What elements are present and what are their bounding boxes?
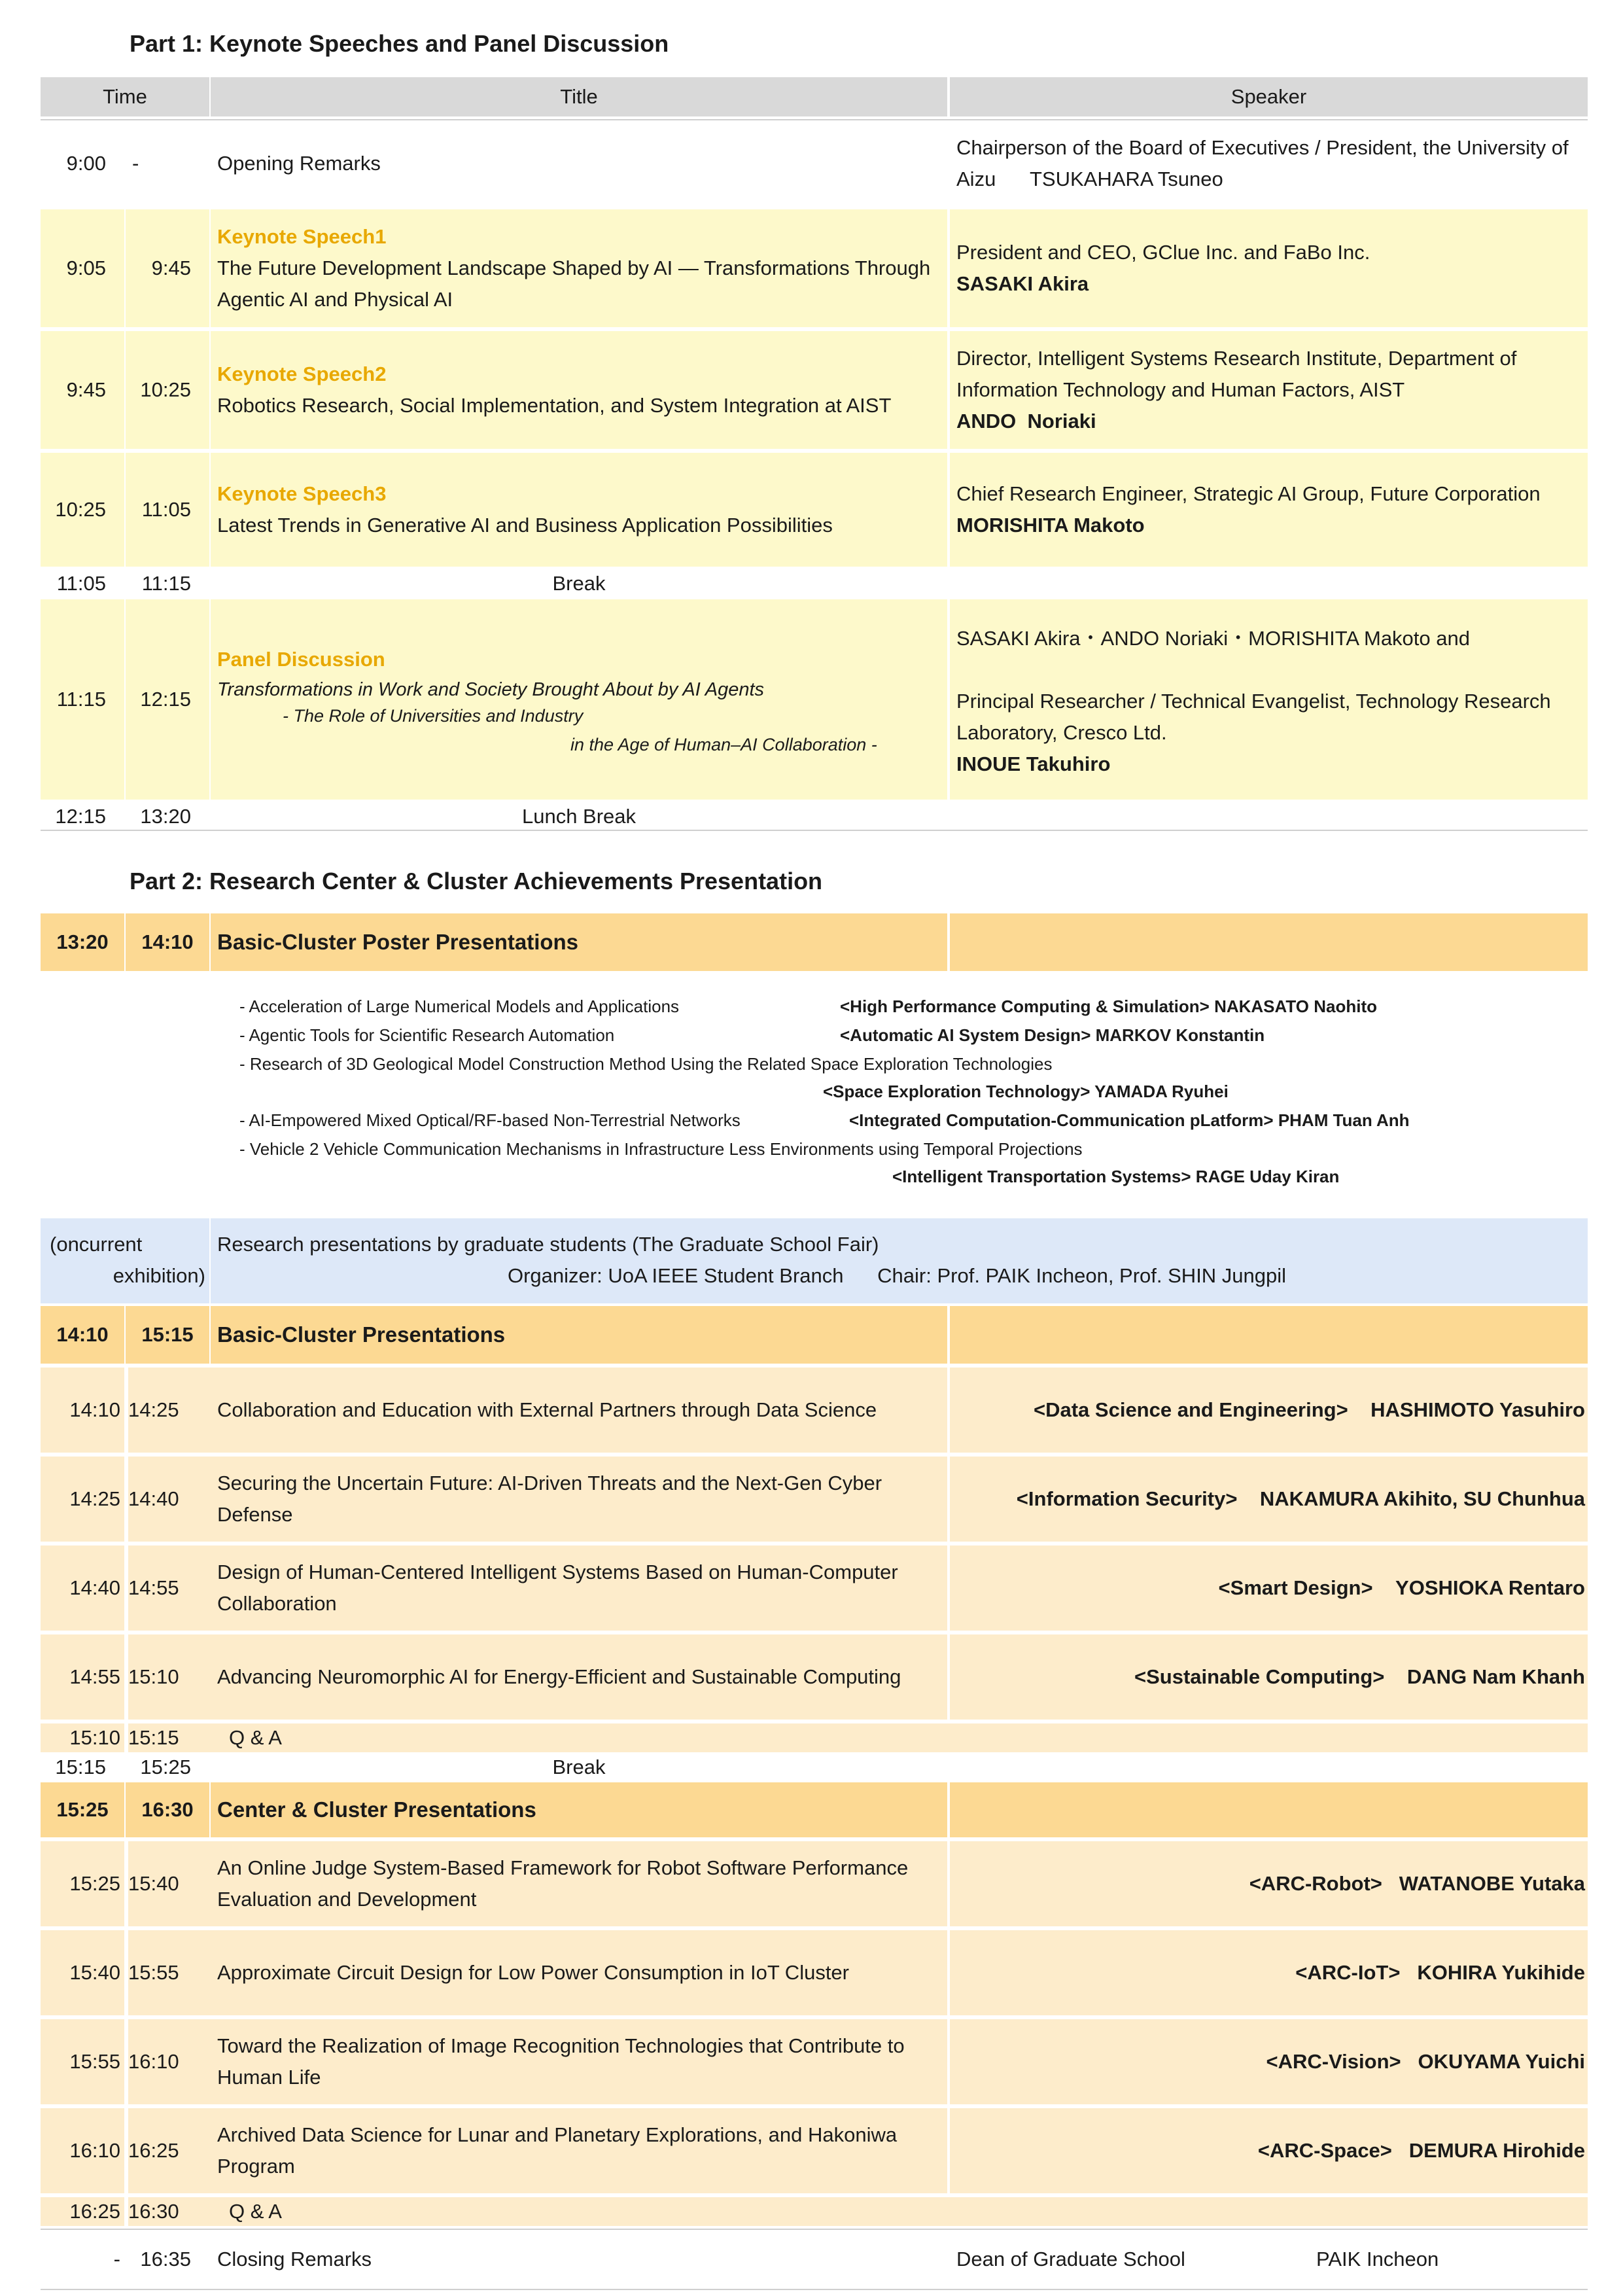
concurrent-description: Research presentations by graduate students (The Graduate School Fair) Organizer: UoA IEEE Student Branch Chair: Prof. PAIK Incheon, Prof. SHIN Jungpil (211, 1218, 1588, 1303)
panel-label: Panel Discussion (217, 648, 385, 671)
keynote-label: Keynote Speech1 (217, 225, 387, 248)
speaker-name: PAIK Incheon (1316, 2248, 1439, 2270)
time-start: 15:40 (41, 1930, 124, 2015)
session-title: Archived Data Science for Lunar and Planetary Explorations, and Hakoniwa Program (211, 2108, 947, 2193)
time-start: 11:15 (41, 599, 124, 800)
keynote-label: Keynote Speech3 (217, 482, 387, 505)
table-row (41, 2108, 1588, 2193)
session-title: Collaboration and Education with External Partners through Data Science (211, 1368, 947, 1453)
time-end: 15:15 (128, 1723, 212, 1752)
session-title: Opening Remarks (211, 120, 947, 207)
time-end: 16:30 (126, 1782, 209, 1837)
speaker-affiliation: Director, Intelligent Systems Research Institute, Department of (956, 347, 1517, 370)
table-row (41, 2019, 1588, 2104)
time-start: 14:10 (41, 1368, 124, 1453)
time-end: 15:15 (126, 1306, 209, 1364)
column-title: Title (211, 77, 947, 116)
speaker: <ARC-Space> DEMURA Hirohide (950, 2108, 1588, 2193)
speaker: <Data Science and Engineering> HASHIMOTO Yasuhiro (950, 1368, 1588, 1453)
speaker-name: SASAKI Akira (956, 272, 1089, 295)
column-time: Time (41, 77, 209, 116)
speaker: <ARC-IoT> KOHIRA Yukihide (950, 1930, 1588, 2015)
time-start: 15:25 (41, 1841, 124, 1926)
table-row-qa (41, 1723, 1588, 1752)
table-row (41, 1841, 1588, 1926)
time-end: 14:55 (128, 1545, 212, 1631)
session-title (211, 209, 947, 327)
time-start: 15:55 (41, 2019, 124, 2104)
time-start: 9:05 (41, 209, 124, 327)
speaker: <Information Security> NAKAMURA Akihito, SU Chunhua (950, 1457, 1588, 1542)
section-concurrent (41, 1218, 1588, 1303)
table-row-keynote3 (41, 453, 1588, 567)
time-end: 14:10 (126, 913, 209, 971)
speaker (950, 2230, 1588, 2289)
table-header (41, 77, 1588, 116)
table-row-break (41, 1754, 1588, 1781)
speaker (950, 331, 1588, 449)
time-start: 16:10 (41, 2108, 124, 2193)
time-end: 13:20 (126, 804, 209, 830)
session-title: Closing Remarks (211, 2230, 947, 2289)
speaker (950, 120, 1588, 207)
section-basic (41, 1306, 1588, 1364)
list-item: - Research of 3D Geological Model Construction Method Using the Related Space Exploration Technologies (239, 1054, 1053, 1074)
section-title: Basic-Cluster Presentations (211, 1306, 947, 1364)
speaker-name: MORISHITA Makoto (956, 514, 1145, 537)
time-end: 15:55 (128, 1930, 212, 2015)
time-end: 15:25 (126, 1754, 209, 1781)
table-row-break (41, 569, 1588, 598)
time-start: 15:15 (41, 1754, 124, 1781)
time-end: 16:10 (128, 2019, 212, 2104)
title-line: in the Age of Human–AI Collaboration - (570, 735, 877, 754)
speaker: <ARC-Vision> OKUYAMA Yuichi (950, 2019, 1588, 2104)
time-start: 12:15 (41, 804, 124, 830)
time-start: 9:00 (41, 120, 124, 207)
session-title (211, 599, 947, 800)
table-row (41, 1545, 1588, 1631)
session-title (211, 331, 947, 449)
cluster-name: <High Performance Computing & Simulation> NAKASATO Naohito (840, 997, 1377, 1016)
table-row-panel (41, 599, 1588, 800)
poster-list (41, 974, 1588, 1216)
table-row (41, 1457, 1588, 1542)
time-end: 16:25 (128, 2108, 212, 2193)
speaker-line: Chairperson of the Board of Executives / President, the University of (956, 136, 1569, 159)
table-row-keynote2 (41, 331, 1588, 449)
speaker-name: ANDO Noriaki (956, 410, 1096, 433)
break-label: Break (211, 569, 947, 598)
table-row (41, 1634, 1588, 1720)
table-row-opening (41, 119, 1588, 207)
title-line: Latest Trends in Generative AI and Business Application Possibilities (217, 514, 833, 537)
break-label: Lunch Break (211, 804, 947, 830)
session-title: Design of Human-Centered Intelligent Systems Based on Human-Computer Collaboration (211, 1545, 947, 1631)
session-title: An Online Judge System-Based Framework for Robot Software Performance Evaluation and Development (211, 1841, 947, 1926)
time-start: 14:10 (41, 1306, 124, 1364)
session-title (211, 453, 947, 567)
session-title: Securing the Uncertain Future: AI-Driven Threats and the Next-Gen Cyber Defense (211, 1457, 947, 1542)
table-row-keynote1 (41, 209, 1588, 327)
time-start: 9:45 (41, 331, 124, 449)
section-blank (950, 1782, 1588, 1837)
time-start: 10:25 (41, 453, 124, 567)
time-end: 15:10 (128, 1634, 212, 1720)
concurrent-label: (oncurrent exhibition) (41, 1218, 209, 1303)
table-row (41, 1930, 1588, 2015)
time-end: 9:45 (126, 209, 209, 327)
time-end: 11:15 (126, 569, 209, 598)
time-start: 11:05 (41, 569, 124, 598)
cluster-name: <Automatic AI System Design> MARKOV Konstantin (840, 1025, 1265, 1045)
section-blank (950, 1306, 1588, 1364)
time-start: 14:55 (41, 1634, 124, 1720)
speaker-affiliation: Laboratory, Cresco Ltd. (956, 721, 1167, 744)
table-row-closing (41, 2229, 1588, 2290)
table-row-lunch (41, 804, 1588, 831)
speaker-name: INOUE Takuhiro (956, 752, 1111, 775)
title-line: - The Role of Universities and Industry (283, 706, 584, 726)
speaker-role: Dean of Graduate School (956, 2248, 1185, 2270)
speaker-affiliation: Information Technology and Human Factors, AIST (956, 378, 1405, 401)
time-end: 10:25 (126, 331, 209, 449)
speaker-affiliation: Principal Researcher / Technical Evangelist, Technology Research (956, 690, 1551, 713)
speaker (950, 599, 1588, 800)
time-start: 16:25 (41, 2197, 124, 2226)
cluster-name: <Space Exploration Technology> YAMADA Ryuhei (823, 1082, 1229, 1101)
time-start: 15:10 (41, 1723, 124, 1752)
qa-label: Q & A (211, 2197, 1588, 2226)
speaker-affiliation: Chief Research Engineer, Strategic AI Group, Future Corporation (956, 482, 1541, 505)
section-blank (950, 913, 1588, 971)
time-end: 14:40 (128, 1457, 212, 1542)
section-title: Center & Cluster Presentations (211, 1782, 947, 1837)
speaker: <Smart Design> YOSHIOKA Rentaro (950, 1545, 1588, 1631)
time-end: 11:05 (126, 453, 209, 567)
column-speaker: Speaker (950, 77, 1588, 116)
session-title: Approximate Circuit Design for Low Power Consumption in IoT Cluster (211, 1930, 947, 2015)
cluster-name: <Integrated Computation-Communication pLatform> PHAM Tuan Anh (849, 1110, 1410, 1130)
section-center (41, 1782, 1588, 1837)
time-start: 14:40 (41, 1545, 124, 1631)
table-row-qa (41, 2197, 1588, 2226)
time-start: 13:20 (41, 913, 124, 971)
list-item: - Acceleration of Large Numerical Models and Applications (239, 997, 680, 1016)
cluster-name: <Intelligent Transportation Systems> RAGE Uday Kiran (892, 1167, 1340, 1186)
speaker (950, 209, 1588, 327)
title-line: Transformations in Work and Society Brought About by AI Agents (217, 679, 765, 700)
speaker-line: Aizu TSUKAHARA Tsuneo (956, 168, 1223, 190)
time-end: 15:40 (128, 1841, 212, 1926)
title-line: Agentic AI and Physical AI (217, 288, 453, 311)
time-start: - (41, 2230, 124, 2289)
section-title: Basic-Cluster Poster Presentations (211, 913, 947, 971)
list-item: - Vehicle 2 Vehicle Communication Mechanisms in Infrastructure Less Environments using Temporal Projections (239, 1139, 1083, 1159)
break-label: Break (211, 1754, 947, 1781)
speaker: <ARC-Robot> WATANOBE Yutaka (950, 1841, 1588, 1926)
keynote-label: Keynote Speech2 (217, 362, 387, 385)
speaker (950, 453, 1588, 567)
part2-heading: Part 2: Research Center & Cluster Achievements Presentation (130, 868, 823, 894)
time-end: 16:30 (128, 2197, 212, 2226)
time-start: 14:25 (41, 1457, 124, 1542)
title-line: The Future Development Landscape Shaped by AI — Transformations Through (217, 256, 931, 279)
list-item: - Agentic Tools for Scientific Research Automation (239, 1025, 615, 1045)
qa-label: Q & A (211, 1723, 1588, 1752)
list-item: - AI-Empowered Mixed Optical/RF-based Non-Terrestrial Networks (239, 1110, 741, 1130)
section-poster (41, 913, 1588, 971)
time-end: 14:25 (128, 1368, 212, 1453)
table-row (41, 1368, 1588, 1453)
speaker-affiliation: President and CEO, GClue Inc. and FaBo Inc. (956, 241, 1370, 264)
panelists: SASAKI Akira・ANDO Noriaki・MORISHITA Makoto and (956, 627, 1470, 650)
speaker: <Sustainable Computing> DANG Nam Khanh (950, 1634, 1588, 1720)
time-end: - (126, 120, 209, 207)
time-start: 15:25 (41, 1782, 124, 1837)
time-end: 16:35 (126, 2230, 209, 2289)
session-title: Toward the Realization of Image Recognition Technologies that Contribute to Human Life (211, 2019, 947, 2104)
time-end: 12:15 (126, 599, 209, 800)
session-title: Advancing Neuromorphic AI for Energy-Efficient and Sustainable Computing (211, 1634, 947, 1720)
title-line: Robotics Research, Social Implementation, and System Integration at AIST (217, 394, 892, 417)
part1-heading: Part 1: Keynote Speeches and Panel Discussion (130, 30, 669, 57)
